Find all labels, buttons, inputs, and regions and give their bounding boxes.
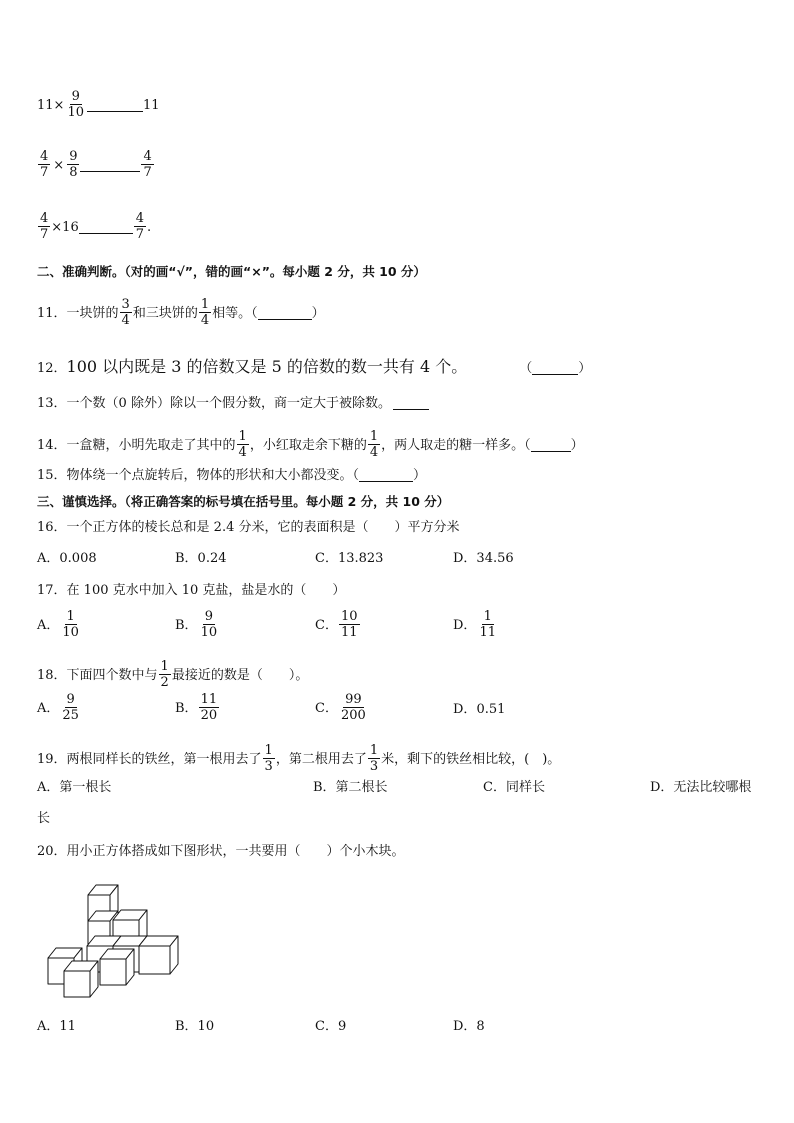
question-15: 15．物体绕一个点旋转后，物体的形状和大小都没变。（ ） <box>37 468 427 483</box>
answer-blank[interactable] <box>87 99 143 112</box>
option-c[interactable]: C． $\frac{99}{200}$ <box>315 692 366 723</box>
option-a[interactable]: A．第一根长 <box>37 780 112 795</box>
comparison-3: $\frac{4}{7}$ ×16 $\frac{4}{7}$ . <box>40 211 152 242</box>
fraction: $\frac{11}{20}$ <box>200 692 218 723</box>
question-20: 20．用小正方体搭成如下图形状，一共要用（ ）个小木块。 <box>37 844 405 859</box>
question-14: 14．一盒糖，小明先取走了其中的 $\frac{1}{4}$ ，小红取走余下糖的 $\frac{1}{4}$ ，两人取走的糖一样多。（ ） <box>37 429 584 460</box>
fraction: $\frac{9}{25}$ <box>62 692 79 723</box>
fraction: $\frac{10}{11}$ <box>340 609 358 640</box>
fraction: $\frac{1}{10}$ <box>62 609 79 640</box>
option-b[interactable]: B．0.24 <box>175 551 227 566</box>
option-a[interactable]: A．11 <box>37 1019 76 1034</box>
cube-stack-figure <box>40 878 190 1002</box>
option-c[interactable]: C．同样长 <box>483 780 545 795</box>
option-b[interactable]: B．第二根长 <box>313 780 388 795</box>
fraction: $\frac{1}{4}$ <box>369 429 379 460</box>
answer-blank[interactable] <box>393 397 429 410</box>
fraction: $\frac{4}{7}$ <box>135 211 144 242</box>
option-d[interactable]: D．0.51 <box>453 702 506 717</box>
option-c[interactable]: C．9 <box>315 1019 347 1034</box>
option-b[interactable]: B．10 <box>175 1019 215 1034</box>
fraction: $\frac{1}{3}$ <box>264 743 273 774</box>
answer-blank[interactable] <box>79 221 133 234</box>
fraction: $\frac{1}{11}$ <box>479 609 496 640</box>
answer-blank[interactable] <box>80 159 140 172</box>
option-a[interactable]: A． $\frac{1}{10}$ <box>37 609 79 640</box>
option-c[interactable]: C．13.823 <box>315 551 384 566</box>
comparison-1-left: 11× <box>37 98 65 113</box>
comparison-2: $\frac{4}{7}$ × $\frac{9}{8}$ $\frac{4}{7}$ <box>40 149 152 180</box>
section-2-title: 二、准确判断。（对的画“√”，错的画“×”。每小题 2 分，共 10 分） <box>37 264 426 279</box>
option-d[interactable]: D．8 <box>453 1019 485 1034</box>
answer-blank[interactable] <box>359 469 413 482</box>
fraction: $\frac{4}{7}$ <box>40 211 49 242</box>
fraction: $\frac{1}{4}$ <box>238 429 247 460</box>
cube <box>64 961 98 997</box>
fraction: $\frac{4}{7}$ <box>143 149 152 180</box>
section-3-title: 三、谨慎选择。（将正确答案的标号填在括号里。每小题 2 分，共 10 分） <box>37 494 450 509</box>
comparison-1 <box>37 90 160 121</box>
fraction: $\frac{3}{4}$ <box>121 297 130 328</box>
answer-blank[interactable] <box>531 439 571 452</box>
comparison-1-right: 11 <box>142 98 160 113</box>
question-16: 16．一个正方体的棱长总和是 2.4 分米，它的表面积是（ ）平方分米 <box>37 520 460 535</box>
option-a[interactable]: A．0.008 <box>37 551 97 566</box>
question-18: 18．下面四个数中与 $\frac{1}{2}$ 最接近的数是（ ）。 <box>37 659 309 690</box>
option-d[interactable]: D． $\frac{1}{11}$ <box>453 609 496 640</box>
option-d[interactable]: D．34.56 <box>453 551 514 566</box>
cube <box>100 949 134 985</box>
option-d[interactable]: D．无法比较哪根 <box>650 780 752 795</box>
question-19: 19．两根同样长的铁丝，第一根用去了 $\frac{1}{3}$ ，第二根用去了 $\frac{1}{3}$ 米，剩下的铁丝相比较，( )。 <box>37 743 561 774</box>
option-c[interactable]: C． $\frac{10}{11}$ <box>315 609 358 640</box>
fraction: $\frac{4}{7}$ <box>40 149 49 180</box>
cube <box>139 936 178 974</box>
fraction: $\frac{1}{3}$ <box>369 743 379 774</box>
fraction: $\frac{1}{2}$ <box>160 659 169 690</box>
option-b[interactable]: B． $\frac{11}{20}$ <box>175 692 218 723</box>
option-d-wrap: 长 <box>37 811 51 826</box>
option-a[interactable]: A． $\frac{9}{25}$ <box>37 692 79 723</box>
fraction: $\frac{9}{8}$ <box>69 149 78 180</box>
fraction: $\frac{9}{10}$ <box>67 89 84 120</box>
question-17: 17．在 100 克水中加入 10 克盐，盐是水的（ ） <box>37 583 346 598</box>
fraction: $\frac{1}{4}$ <box>200 297 210 328</box>
question-13: 13．一个数（0 除外）除以一个假分数，商一定大于被除数。 <box>37 396 429 412</box>
answer-blank[interactable] <box>258 307 312 320</box>
fraction: $\frac{99}{200}$ <box>340 692 366 723</box>
option-b[interactable]: B． $\frac{9}{10}$ <box>175 609 218 640</box>
question-11: 11．一块饼的 $\frac{3}{4}$ 和三块饼的 $\frac{1}{4}$ 相等。（ ） <box>37 297 325 328</box>
question-12: 12．100 以内既是 3 的倍数又是 5 的倍数的数一共有 4 个。 （ ） <box>37 357 592 376</box>
fraction: $\frac{9}{10}$ <box>200 609 218 640</box>
answer-blank[interactable] <box>532 362 578 375</box>
